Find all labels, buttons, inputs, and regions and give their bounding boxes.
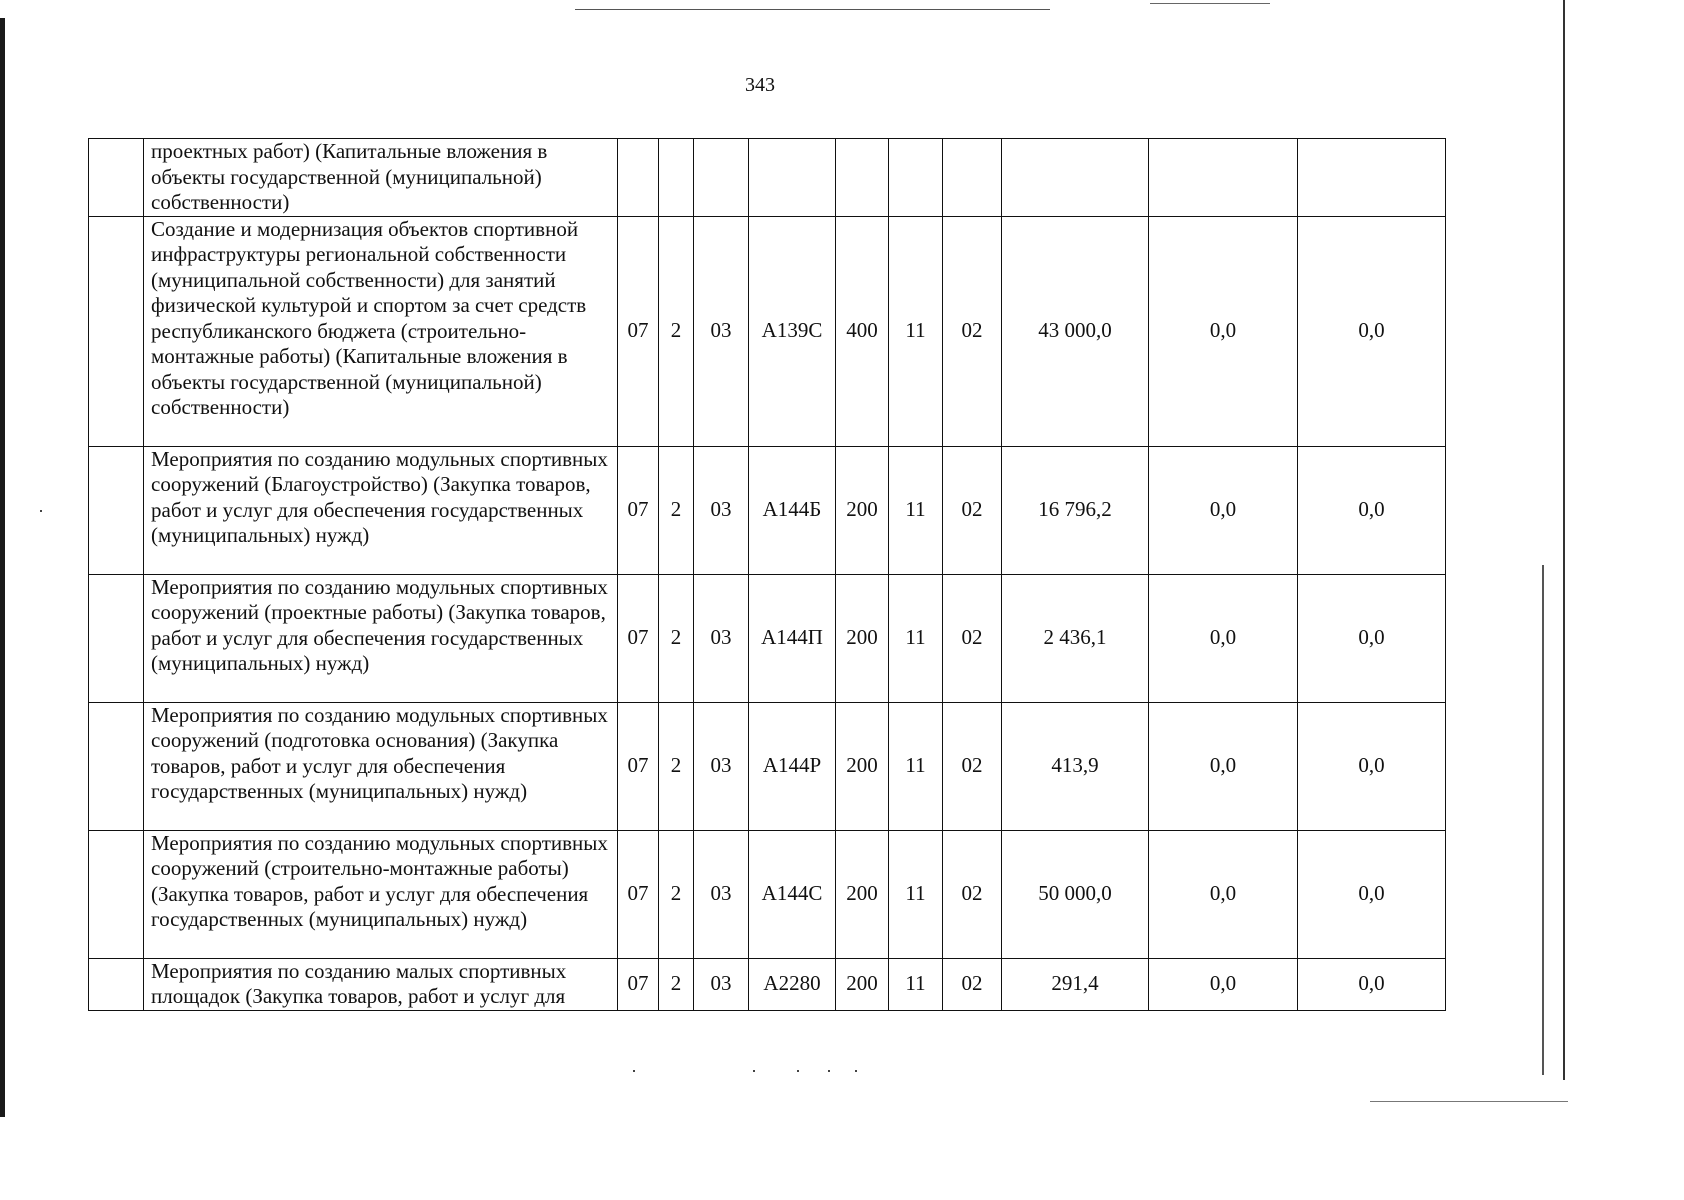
speck [40, 510, 42, 512]
amount-year2-cell: 0,0 [1149, 216, 1298, 446]
table-row [89, 216, 1446, 446]
table-row [89, 702, 1446, 830]
right-margin-line [1542, 565, 1544, 1075]
subprogram-code-cell: 03 [694, 702, 749, 830]
amount-year2-cell: 0,0 [1149, 702, 1298, 830]
item-name-cell: Мероприятия по созданию малых спортивных площадок (Закупка товаров, работ и услуг для [144, 958, 618, 1010]
subsection-detail-cell: 02 [943, 446, 1002, 574]
subsection-cell: 11 [889, 702, 943, 830]
budget-table [88, 138, 1446, 1011]
top-scan-line [575, 9, 1050, 10]
item-name-cell: Мероприятия по созданию модульных спортивных сооружений (подготовка основания) (Закупка товаров, работ и услуг для обеспечения государственных (муниципальных) нужд) [144, 702, 618, 830]
subsection-detail-cell: 02 [943, 830, 1002, 958]
amount-year1-cell: 291,4 [1002, 958, 1149, 1010]
item-name-cell: Мероприятия по созданию модульных спортивных сооружений (строительно-монтажные работы) (Закупка товаров, работ и услуг для обеспечения государственных (муниципальных) нужд) [144, 830, 618, 958]
row-index-cell [89, 139, 144, 217]
expense-type-cell: 200 [836, 958, 889, 1010]
amount-year3-cell: 0,0 [1298, 574, 1446, 702]
amount-year1-cell: 413,9 [1002, 702, 1149, 830]
right-scan-edge [1563, 0, 1565, 1080]
subsection-cell: 11 [889, 830, 943, 958]
row-index-cell [89, 830, 144, 958]
row-index-cell [89, 216, 144, 446]
expense-type-cell: 200 [836, 446, 889, 574]
target-article-cell: А2280 [749, 958, 836, 1010]
item-name-cell: Мероприятия по созданию модульных спортивных сооружений (Благоустройство) (Закупка товаров, работ и услуг для обеспечения государственных (муниципальных) нужд) [144, 446, 618, 574]
left-scan-edge [0, 18, 5, 1117]
amount-year2-cell [1149, 139, 1298, 217]
page-number: 343 [745, 74, 775, 96]
amount-year3-cell: 0,0 [1298, 958, 1446, 1010]
item-name-cell: Мероприятия по созданию модульных спортивных сооружений (проектные работы) (Закупка товаров, работ и услуг для обеспечения государственных (муниципальных) нужд) [144, 574, 618, 702]
target-article-cell: А144П [749, 574, 836, 702]
subsection-cell [889, 139, 943, 217]
amount-year2-cell: 0,0 [1149, 830, 1298, 958]
row-index-cell [89, 574, 144, 702]
subsection-cell: 11 [889, 574, 943, 702]
expense-type-cell: 400 [836, 216, 889, 446]
subprogram-code-cell: 03 [694, 830, 749, 958]
target-article-cell: А139С [749, 216, 836, 446]
table-row [89, 830, 1446, 958]
top-scan-line-right [1150, 3, 1270, 4]
row-index-cell [89, 958, 144, 1010]
program-code-cell: 2 [659, 702, 694, 830]
expense-type-cell: 200 [836, 830, 889, 958]
target-article-cell [749, 139, 836, 217]
row-index-cell [89, 446, 144, 574]
speck [828, 1070, 830, 1072]
table-body [89, 139, 1446, 1011]
subsection-cell: 11 [889, 216, 943, 446]
amount-year1-cell: 50 000,0 [1002, 830, 1149, 958]
program-code-cell: 2 [659, 216, 694, 446]
subsection-detail-cell: 02 [943, 958, 1002, 1010]
table-row [89, 574, 1446, 702]
amount-year2-cell: 0,0 [1149, 958, 1298, 1010]
program-code-cell: 2 [659, 574, 694, 702]
subprogram-code-cell: 03 [694, 446, 749, 574]
item-name-cell: Создание и модернизация объектов спортивной инфраструктуры региональной собственности (муниципальной собственности) для занятий физической культурой и спортом за счет средств республиканского бюджета (строительно-монтажные работы) (Капитальные вложения в объекты государственной (муниципальной) собственности) [144, 216, 618, 446]
amount-year3-cell: 0,0 [1298, 446, 1446, 574]
table-row [89, 446, 1446, 574]
amount-year2-cell: 0,0 [1149, 446, 1298, 574]
target-article-cell: А144Р [749, 702, 836, 830]
row-index-cell [89, 702, 144, 830]
subprogram-code-cell [694, 139, 749, 217]
speck [855, 1070, 857, 1072]
subsection-cell: 11 [889, 446, 943, 574]
subsection-detail-cell: 02 [943, 216, 1002, 446]
target-article-cell: А144С [749, 830, 836, 958]
amount-year1-cell [1002, 139, 1149, 217]
subsection-detail-cell: 02 [943, 702, 1002, 830]
subprogram-code-cell: 03 [694, 574, 749, 702]
item-name-cell: проектных работ) (Капитальные вложения в объекты государственной (муниципальной) собственности) [144, 139, 618, 217]
subprogram-code-cell: 03 [694, 216, 749, 446]
amount-year3-cell: 0,0 [1298, 216, 1446, 446]
expense-type-cell: 200 [836, 574, 889, 702]
subsection-detail-cell: 02 [943, 574, 1002, 702]
subprogram-code-cell: 03 [694, 958, 749, 1010]
amount-year1-cell: 2 436,1 [1002, 574, 1149, 702]
amount-year3-cell [1298, 139, 1446, 217]
section-code-cell: 07 [618, 958, 659, 1010]
program-code-cell: 2 [659, 446, 694, 574]
program-code-cell [659, 139, 694, 217]
amount-year1-cell: 43 000,0 [1002, 216, 1149, 446]
section-code-cell: 07 [618, 574, 659, 702]
table-row [89, 958, 1446, 1010]
subsection-detail-cell [943, 139, 1002, 217]
table-row [89, 139, 1446, 217]
section-code-cell: 07 [618, 830, 659, 958]
section-code-cell: 07 [618, 446, 659, 574]
amount-year1-cell: 16 796,2 [1002, 446, 1149, 574]
section-code-cell: 07 [618, 216, 659, 446]
target-article-cell: А144Б [749, 446, 836, 574]
speck [753, 1070, 755, 1072]
bottom-scan-line [1370, 1101, 1568, 1102]
program-code-cell: 2 [659, 958, 694, 1010]
program-code-cell: 2 [659, 830, 694, 958]
section-code-cell [618, 139, 659, 217]
speck [797, 1070, 799, 1072]
subsection-cell: 11 [889, 958, 943, 1010]
speck [633, 1070, 635, 1072]
amount-year2-cell: 0,0 [1149, 574, 1298, 702]
expense-type-cell: 200 [836, 702, 889, 830]
expense-type-cell [836, 139, 889, 217]
amount-year3-cell: 0,0 [1298, 830, 1446, 958]
section-code-cell: 07 [618, 702, 659, 830]
amount-year3-cell: 0,0 [1298, 702, 1446, 830]
